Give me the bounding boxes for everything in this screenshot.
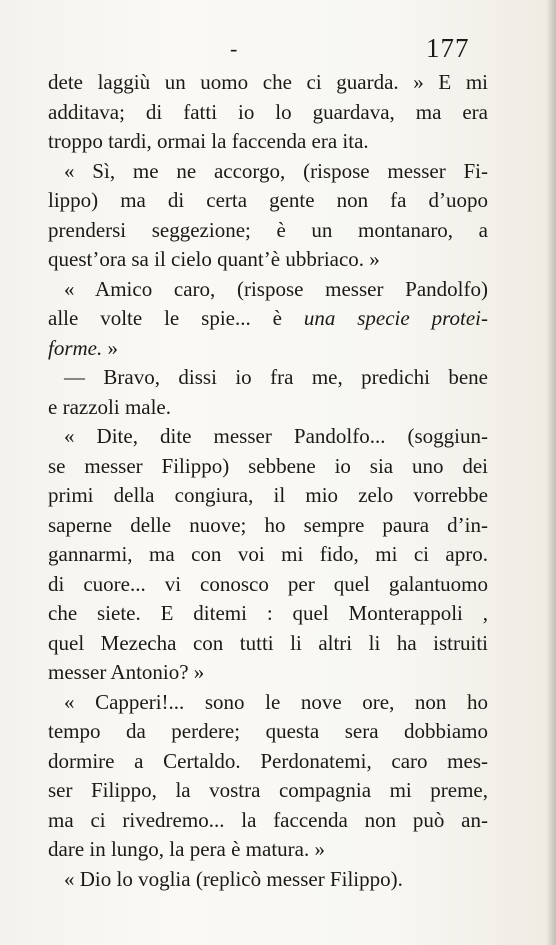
text-line: — Bravo, dissi io fra me, predichi bene — [64, 365, 488, 389]
text-line: dete laggiù un uomo che ci guarda. » E mi — [48, 70, 488, 94]
text-line: messer Antonio? » — [48, 660, 205, 684]
text-line — [48, 304, 488, 334]
text-line: se messer Filippo) sebbene io sia uno dei — [48, 453, 488, 478]
italic-segment: una specie protei- — [303, 306, 488, 330]
text-line: ser Filippo, la vostra compagnia mi preme, — [48, 778, 488, 802]
text-line: lippo) ma di certa gente non fa d’uopo — [48, 188, 488, 212]
text-segment: alle volte le spie... è — [48, 306, 304, 330]
text-line: « Dio lo voglia (replicò messer Filippo). — [64, 866, 403, 891]
text-line: quel Mezecha con tutti li altri li ha istruiti — [48, 630, 488, 655]
body-text — [48, 68, 488, 894]
text-line: gannarmi, ma con voi mi fido, mi ci apro. — [48, 542, 488, 566]
text-line: « Dite, dite messer Pandolfo... (soggiun- — [64, 424, 488, 448]
page-edge-shadow — [546, 0, 556, 945]
text-line: di cuore... vi conosco per quel galantuomo — [48, 571, 488, 596]
italic-segment: forme. — [48, 335, 103, 360]
text-line: primi della congiura, il mio zelo vorrebbe — [48, 483, 488, 507]
text-line: « Amico caro, (rispose messer Pandolfo) — [64, 276, 488, 301]
text-line: tempo da perdere; questa sera dobbiamo — [48, 719, 488, 743]
text-line: additava; di fatti io lo guardava, ma era — [48, 99, 488, 124]
text-line: « Capperi!... sono le nove ore, non ho — [64, 689, 488, 714]
text-line: « Sì, me ne accorgo, (rispose messer Fi- — [64, 158, 488, 183]
text-line: troppo tardi, ormai la faccenda era ita. — [48, 129, 369, 153]
text-line: che siete. E ditemi : quel Monterappoli , — [48, 601, 488, 625]
text-line: dare in lungo, la pera è matura. » — [48, 837, 325, 861]
header-mark: - — [230, 36, 238, 61]
text-segment: » — [102, 335, 118, 360]
text-line: dormire a Certaldo. Perdonatemi, caro mes- — [48, 748, 488, 773]
text-line: saperne delle nuove; ho sempre paura d’in- — [48, 512, 488, 537]
page-number: 177 — [426, 33, 470, 63]
text-line: quest’ora sa il cielo quant’è ubbriaco. » — [48, 247, 380, 271]
text-line: prendersi seggezione; è un montanaro, a — [48, 217, 488, 242]
text-line — [48, 334, 488, 364]
text-line: e razzoli male. — [48, 394, 172, 419]
text-line: ma ci rivedremo... la faccenda non può an- — [48, 807, 488, 832]
